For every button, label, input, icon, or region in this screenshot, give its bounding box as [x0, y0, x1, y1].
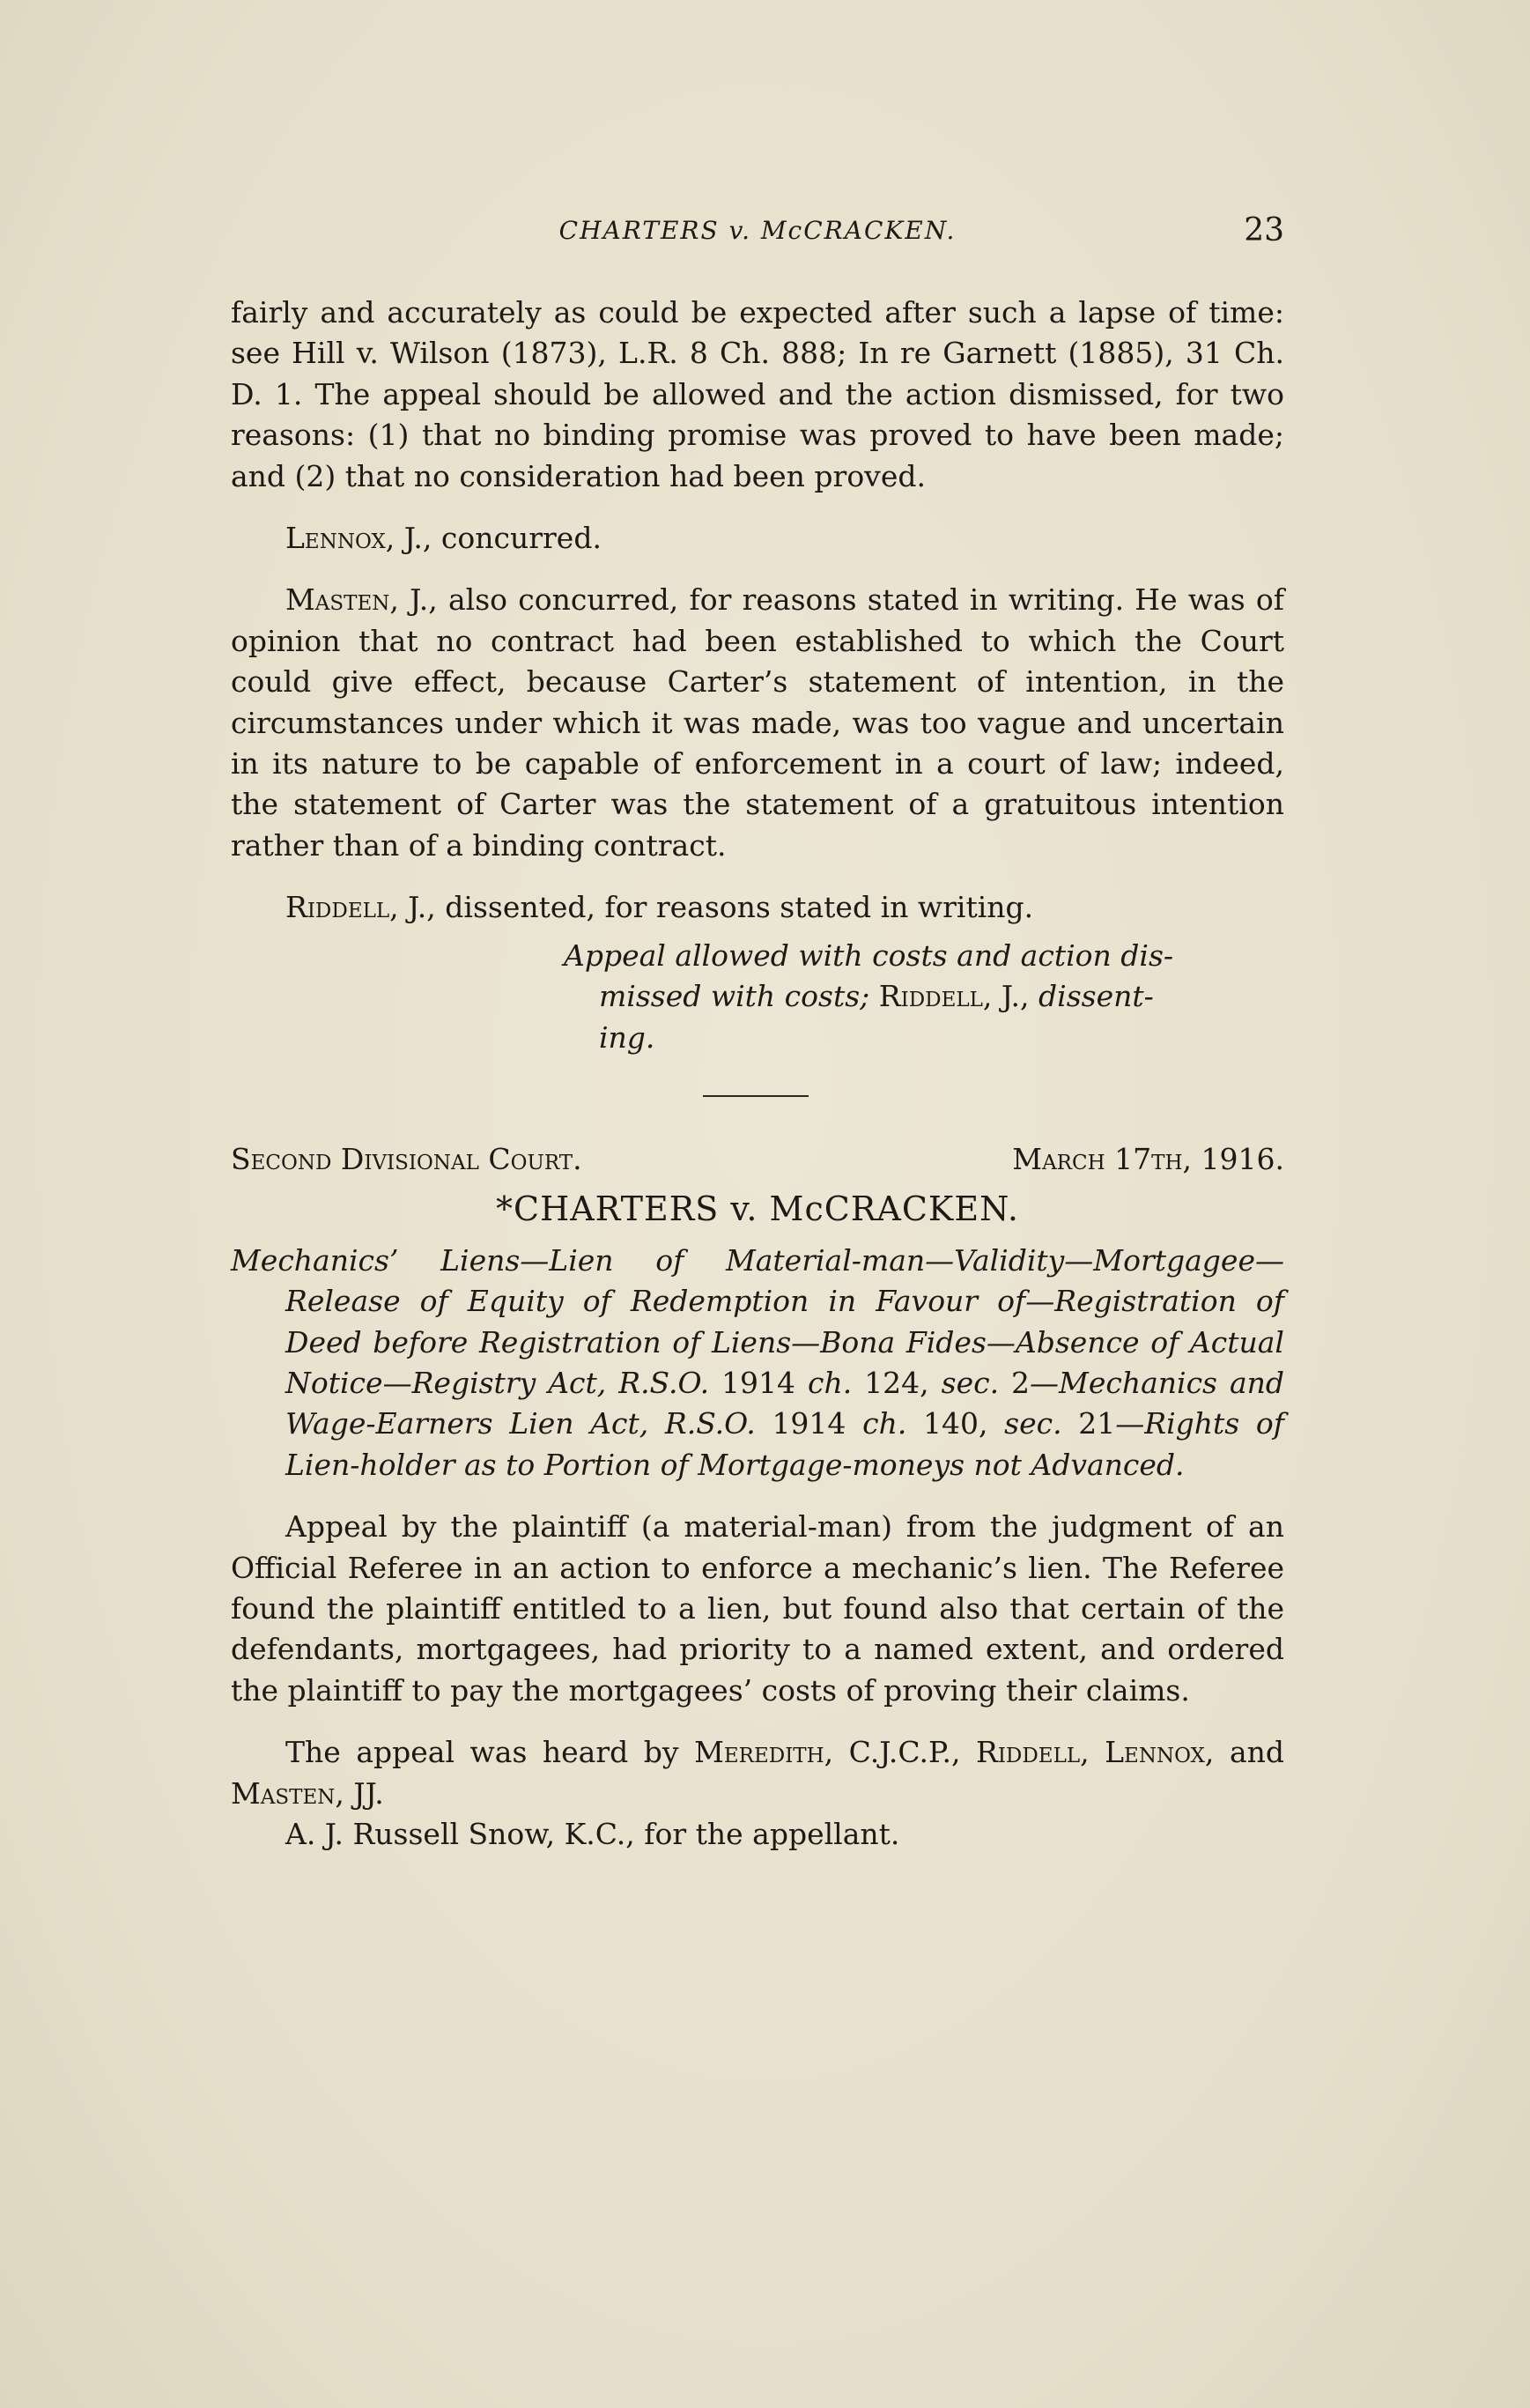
paragraph-text: The appeal was heard by: [285, 1735, 695, 1770]
headnote-text: —Rights of Lien-holder as to Portion of Mortgage-moneys not Advanced.: [285, 1406, 1284, 1482]
paragraph-masten: [231, 580, 1284, 866]
headnote-text: 140,: [923, 1406, 988, 1441]
page-header: [231, 212, 1284, 251]
disposition-line: ing.: [599, 1019, 655, 1055]
appeal-paragraph: Appeal by the plaintiff (a material-man) from the judgment of an Official Referee in an action to enforce a mechanic’s lien. The Referee found the plaintiff entitled to a lien, but found also that certain of the defendants, mortgagees, had priority to a named extent, and ordered the plaintiff to pay the mortgagees’ costs of proving their claims.: [231, 1509, 1284, 1708]
headnote-text: 2: [1011, 1365, 1031, 1400]
judge-name: Masten, J.,: [285, 582, 438, 618]
headnote-text: ch.: [846, 1406, 923, 1441]
disposition-text: missed with costs;: [599, 979, 879, 1014]
judge-name: Riddell, J.,: [285, 890, 436, 925]
disposition-text: dissent-: [1029, 979, 1154, 1014]
disposition: [564, 936, 1284, 1058]
court-name: Second Divisional Court.: [231, 1141, 582, 1176]
page-number: 23: [1244, 212, 1284, 248]
paragraph-text: concurred.: [432, 521, 602, 556]
paragraph-riddell: [231, 887, 1284, 928]
heard-paragraph: [231, 1732, 1284, 1814]
decision-date: March 17th, 1916.: [1012, 1141, 1284, 1176]
paragraph-text: dissented, for reasons stated in writing.: [435, 890, 1034, 925]
headnote-text: 21: [1078, 1406, 1116, 1441]
disposition-line: [564, 976, 1284, 1017]
paragraph-text: and: [1214, 1735, 1284, 1770]
judge-name: Riddell, J.,: [878, 979, 1030, 1014]
headnote-text: —Mechanics and Wage-Earners Lien Act, R.S.O.: [285, 1365, 1284, 1441]
judge-name: Masten, JJ.: [231, 1775, 384, 1811]
headnote-text: 1914: [772, 1406, 846, 1441]
headnote-text: 1914: [721, 1365, 796, 1400]
headnote: [231, 1241, 1284, 1486]
headnote-text: sec.: [987, 1406, 1079, 1441]
judge-names: Meredith, C.J.C.P., Riddell, Lennox,: [694, 1735, 1215, 1770]
court-date-line: [231, 1139, 1284, 1180]
running-title: CHARTERS v. McCRACKEN.: [558, 216, 957, 245]
judge-name: Lennox, J.,: [285, 521, 432, 556]
case-title: *CHARTERS v. McCRACKEN.: [496, 1189, 1019, 1229]
disposition-line: Appeal allowed with costs and action dis-: [564, 937, 1174, 973]
headnote-text: sec.: [928, 1365, 1012, 1400]
counsel-line: A. J. Russell Snow, K.C., for the appellant.: [285, 1817, 900, 1851]
section-divider: [703, 1095, 809, 1097]
headnote-text: Mechanics’ Liens—Lien of Material-man—Validity—Mortgagee—Release of Equity of Redemption in Favour of—Registration of Deed before Registration of Liens—Bona Fides—Absence of Actual Notice—Registry Act, R.S.O.: [231, 1242, 1284, 1400]
paragraph-lennox: [231, 518, 1284, 559]
paragraph-text: also concurred, for reasons stated in writing. He was of opinion that no contract had been established to which the Court could give effect, because Carter’s statement of intention, in the circumstances under which it was made, was too vague and uncertain in its nature to be capable of enforcement in a court of law; indeed, the statement of Carter was the statement of a gratuitous intention rather than of a binding contract.: [231, 582, 1284, 863]
paragraph-continuation: fairly and accurately as could be expected after such a lapse of time: see Hill v. Wilson (1873), L.R. 8 Ch. 888; In re Garnett (1885), 31 Ch. D. 1. The appeal should be allowed and the action dismissed, for two reasons: (1) that no binding promise was proved to have been made; and (2) that no consideration had been proved.: [231, 295, 1284, 493]
body-text: [231, 293, 1284, 1855]
headnote-text: 124,: [864, 1365, 929, 1400]
headnote-text: ch.: [795, 1365, 865, 1400]
